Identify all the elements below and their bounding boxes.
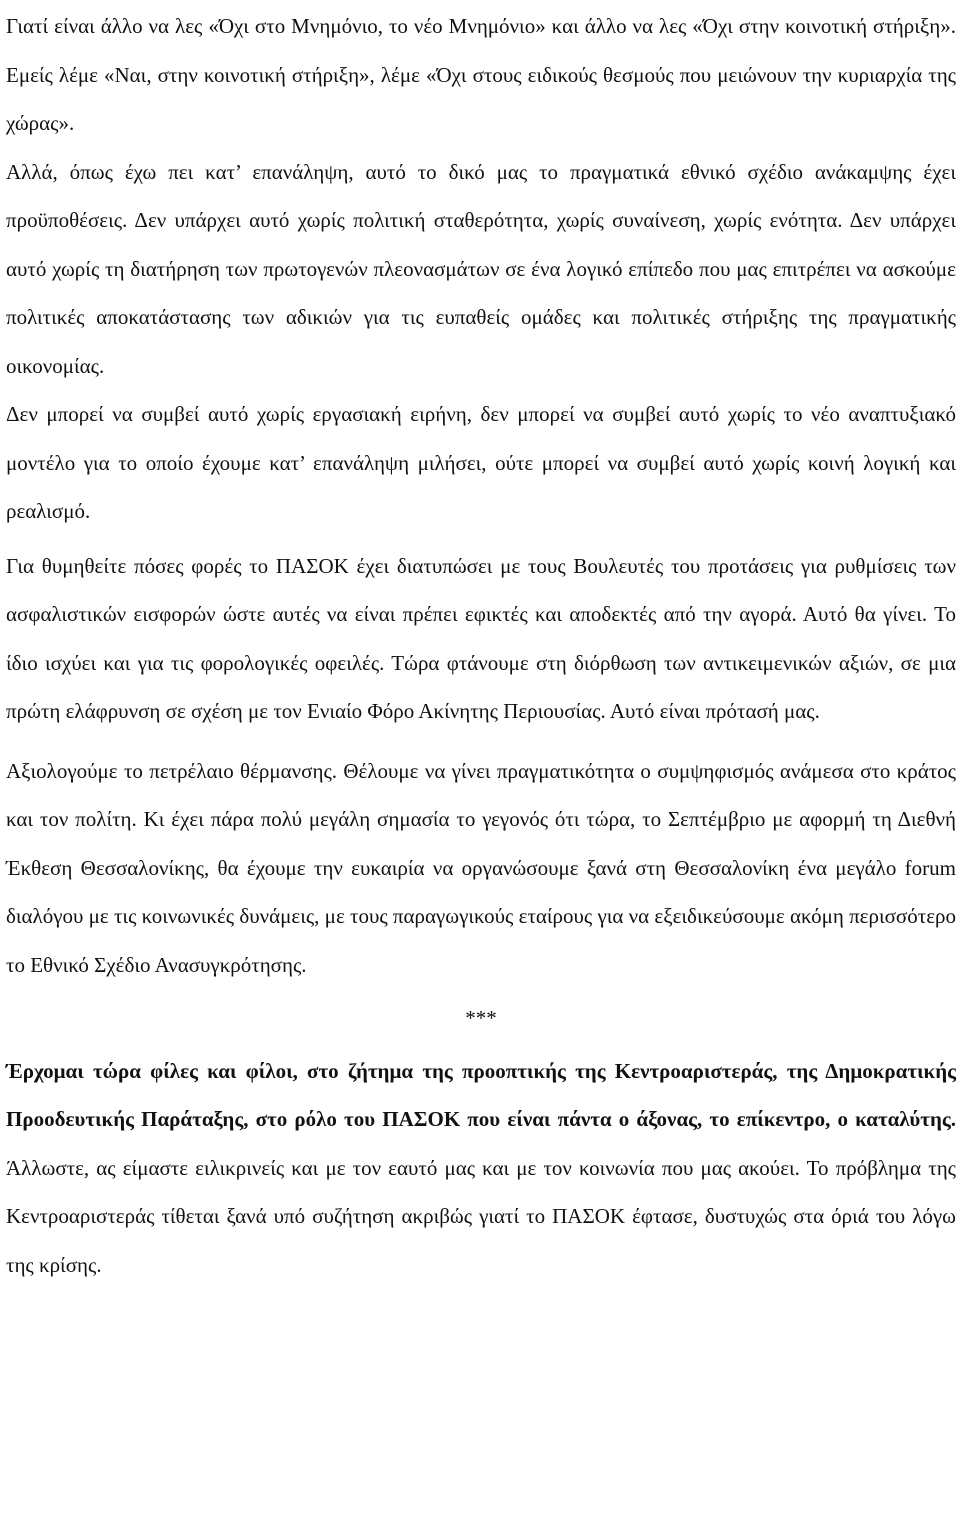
paragraph-5-text: Αξιολογούμε το πετρέλαιο θέρμανσης. Θέλουμε να γίνει πραγματικότητα ο συμψηφισμός ανάμεσα στο κράτος και τον πολίτη. Κι έχει πάρα πολύ μεγάλη σημασία το γεγονός ότι τώρα, το Σεπτέμβριο με αφορμή τη Διεθνή Έκθεση Θεσσαλονίκης, θα έχουμε την ευκαιρία να οργανώσουμε ξανά στη Θεσσαλονίκη ένα μεγάλο forum διαλόγου με τις κοινωνικές δυνάμεις, με τους παραγωγικούς εταίρους για να εξειδικεύσουμε ακόμη περισσότερο το Εθνικό Σχέδιο Ανασυγκρότησης.: [6, 758, 956, 977]
document-page: [6, 2, 956, 1289]
paragraph-5: [6, 747, 956, 990]
paragraph-2-text: Αλλά, όπως έχω πει κατ’ επανάληψη, αυτό το δικό μας το πραγματικά εθνικό σχέδιο ανάκαμψης έχει προϋποθέσεις. Δεν υπάρχει αυτό χωρίς πολιτική σταθερότητα, χωρίς συναίνεση, χωρίς ενότητα. Δεν υπάρχει αυτό χωρίς τη διατήρηση των πρωτογενών πλεονασμάτων σε ένα λογικό επίπεδο που μας επιτρέπει να ασκούμε πολιτικές αποκατάστασης των αδικιών για τις ευπαθείς ομάδες και πολιτικές στήριξης της πραγματικής οικονομίας.: [6, 159, 956, 378]
section-separator: [6, 994, 956, 1043]
paragraph-4: [6, 542, 956, 736]
paragraph-1: [6, 2, 956, 148]
paragraph-1-text: Γιατί είναι άλλο να λες «Όχι στο Μνημόνιο, το νέο Μνημόνιο» και άλλο να λες «Όχι στην κοινοτική στήριξη». Εμείς λέμε «Ναι, στην κοινοτική στήριξη», λέμε «Όχι στους ειδικούς θεσμούς που μειώνουν την κυριαρχία της χώρας».: [6, 14, 956, 135]
paragraph-4-text: Για θυμηθείτε πόσες φορές το ΠΑΣΟΚ έχει διατυπώσει με τους Βουλευτές του προτάσεις για ρυθμίσεις των ασφαλιστικών εισφορών ώστε αυτές να είναι πρέπει εφικτές και αποδεκτές από την αγορά. Αυτό θα γίνει. Το ίδιο ισχύει και για τις φορολογικές οφειλές. Τώρα φτάνουμε στη διόρθωση των αντικειμενικών αξιών, σε μια πρώτη ελάφρυνση σε σχέση με τον Ενιαίο Φόρο Ακίνητης Περιουσίας. Αυτό είναι πρότασή μας.: [6, 553, 956, 723]
paragraph-6-bold-text: Έρχομαι τώρα φίλες και φίλοι, στο ζήτημα της προοπτικής της Κεντροαριστεράς, της Δημοκρατικής Προοδευτικής Παράταξης, στο ρόλο του ΠΑΣΟΚ που είναι πάντα ο άξονας, το επίκεντρο, ο καταλύτης.: [6, 1058, 956, 1131]
paragraph-6: [6, 1047, 956, 1290]
paragraph-3: [6, 390, 956, 536]
separator-text: ***: [465, 1006, 497, 1030]
paragraph-3-text: Δεν μπορεί να συμβεί αυτό χωρίς εργασιακή ειρήνη, δεν μπορεί να συμβεί αυτό χωρίς το νέο αναπτυξιακό μοντέλο για το οποίο έχουμε κατ’ επανάληψη μιλήσει, ούτε μπορεί να συμβεί αυτό χωρίς κοινή λογική και ρεαλισμό.: [6, 402, 956, 523]
paragraph-6-text: Άλλωστε, ας είμαστε ειλικρινείς και με τον εαυτό μας και με τον κοινωνία που μας ακούει. Το πρόβλημα της Κεντροαριστεράς τίθεται ξανά υπό συζήτηση ακριβώς γιατί το ΠΑΣΟΚ έφτασε, δυστυχώς στα όριά του λόγω της κρίσης.: [6, 1155, 956, 1277]
paragraph-2: [6, 148, 956, 391]
